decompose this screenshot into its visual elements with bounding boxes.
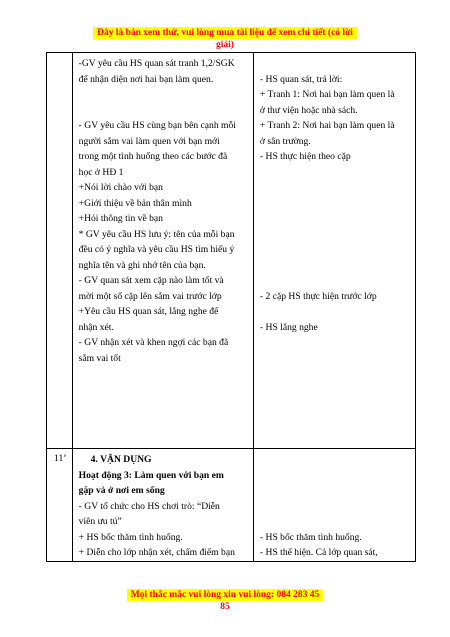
student-activity-text [254,53,415,335]
text-line [260,452,410,468]
teacher-activity-text [79,499,248,561]
text-line: - HS bốc thăm tình huống. [259,531,362,543]
text-line [79,87,248,103]
teacher-activity-cell [72,449,253,562]
text-line [260,242,410,258]
text-line: trong một tình huống theo các bước đã [78,151,228,162]
text-line: - 2 cặp HS thực hiện trước lớp [259,290,377,302]
text-line [260,165,410,181]
text-line: ở thư viện hoặc nhà sách. [259,104,358,116]
text-line: - HS thực hiện theo cặp [259,151,351,162]
text-line [260,196,410,212]
preview-banner: Đây là bản xem thử, vui lòng mua tài liệu để xem chi tiết (có lời giải) [93,27,357,39]
text-line [260,468,410,484]
text-line: mời một số cặp lên sắm vai trước lớp [78,290,222,302]
lesson-plan-table [46,52,416,562]
table-row [47,53,416,449]
text-line: + Diễn cho lớp nhận xét, chấm điểm bạn [78,547,235,558]
text-line: -GV yêu cầu HS quan sát tranh 1,2/SGK [78,58,235,69]
text-line: - GV yêu cầu HS cùng bạn bên cạnh mỗi [78,120,236,131]
text-line: +Yêu cầu HS quan sát, lắng nghe để [78,306,219,317]
text-line: đều có ý nghĩa và yêu cầu HS tìm hiểu ý [78,244,235,255]
text-line: * GV yêu cầu HS lưu ý: tên của mỗi bạn [78,228,235,240]
text-line: - HS thể hiện. Cả lớp quan sát, [259,547,378,558]
activity-title: Hoạt động 3: Làm quen với bạn em [78,469,224,481]
text-line [260,227,410,243]
text-line: + HS bốc thăm tình huống. [78,531,183,543]
text-line [260,258,410,274]
text-line: nghĩa tên và ghi nhớ tên của bạn. [78,259,206,271]
table-row [47,449,416,562]
text-line: +Hỏi thông tin về bạn [78,213,163,224]
teacher-activity-cell [72,53,253,449]
text-line: - HS quan sát, trả lời: [259,73,343,85]
text-line: ở sân trường. [259,135,311,147]
text-line: viên ưu tú” [78,516,122,527]
teacher-activity-text [73,53,253,366]
text-line: nhận xét. [78,321,114,333]
student-activity-cell [253,449,415,562]
text-line: - GV tổ chức cho HS chơi trò: “Diễn [78,500,220,512]
text-line [260,304,410,320]
text-line [79,103,248,119]
text-line [260,499,410,515]
text-line: người sắm vai làm quen với bạn mới [78,135,220,147]
text-line: + Tranh 2: Nơi hai bạn làm quen là [259,120,395,131]
text-line [260,514,410,530]
text-line [260,211,410,227]
text-line: + Tranh 1: Nơi hai bạn làm quen là [259,89,395,100]
student-activity-text [254,449,415,561]
section-heading: 4. VẬN DỤNG [90,454,152,465]
text-line: - GV quan sát xem cặp nào làm tốt và [78,275,224,286]
text-line [260,483,410,499]
text-line: - GV nhận xét và khen ngợi các bạn đã [78,337,229,348]
text-line: học ở HĐ 1 [78,166,124,178]
student-activity-cell [253,53,415,449]
text-line: +Nói lời chào với bạn [78,182,163,193]
text-line: +Giới thiệu về bản thân mình [78,197,192,209]
time-cell: 11’ [47,449,73,562]
text-line: để nhận diện nơi hai bạn làm quen. [78,73,214,85]
text-line [260,273,410,289]
text-line [260,56,410,72]
text-line [260,180,410,196]
time-cell [47,53,73,449]
contact-banner: Mọi thắc mắc vui lòng xin vui lòng: 084 283 45 85 [127,589,323,601]
text-line: - HS lắng nghe [259,321,318,333]
activity-title: gặp và ở nơi em sống [78,485,165,496]
text-line: sắm vai tốt [78,352,121,364]
